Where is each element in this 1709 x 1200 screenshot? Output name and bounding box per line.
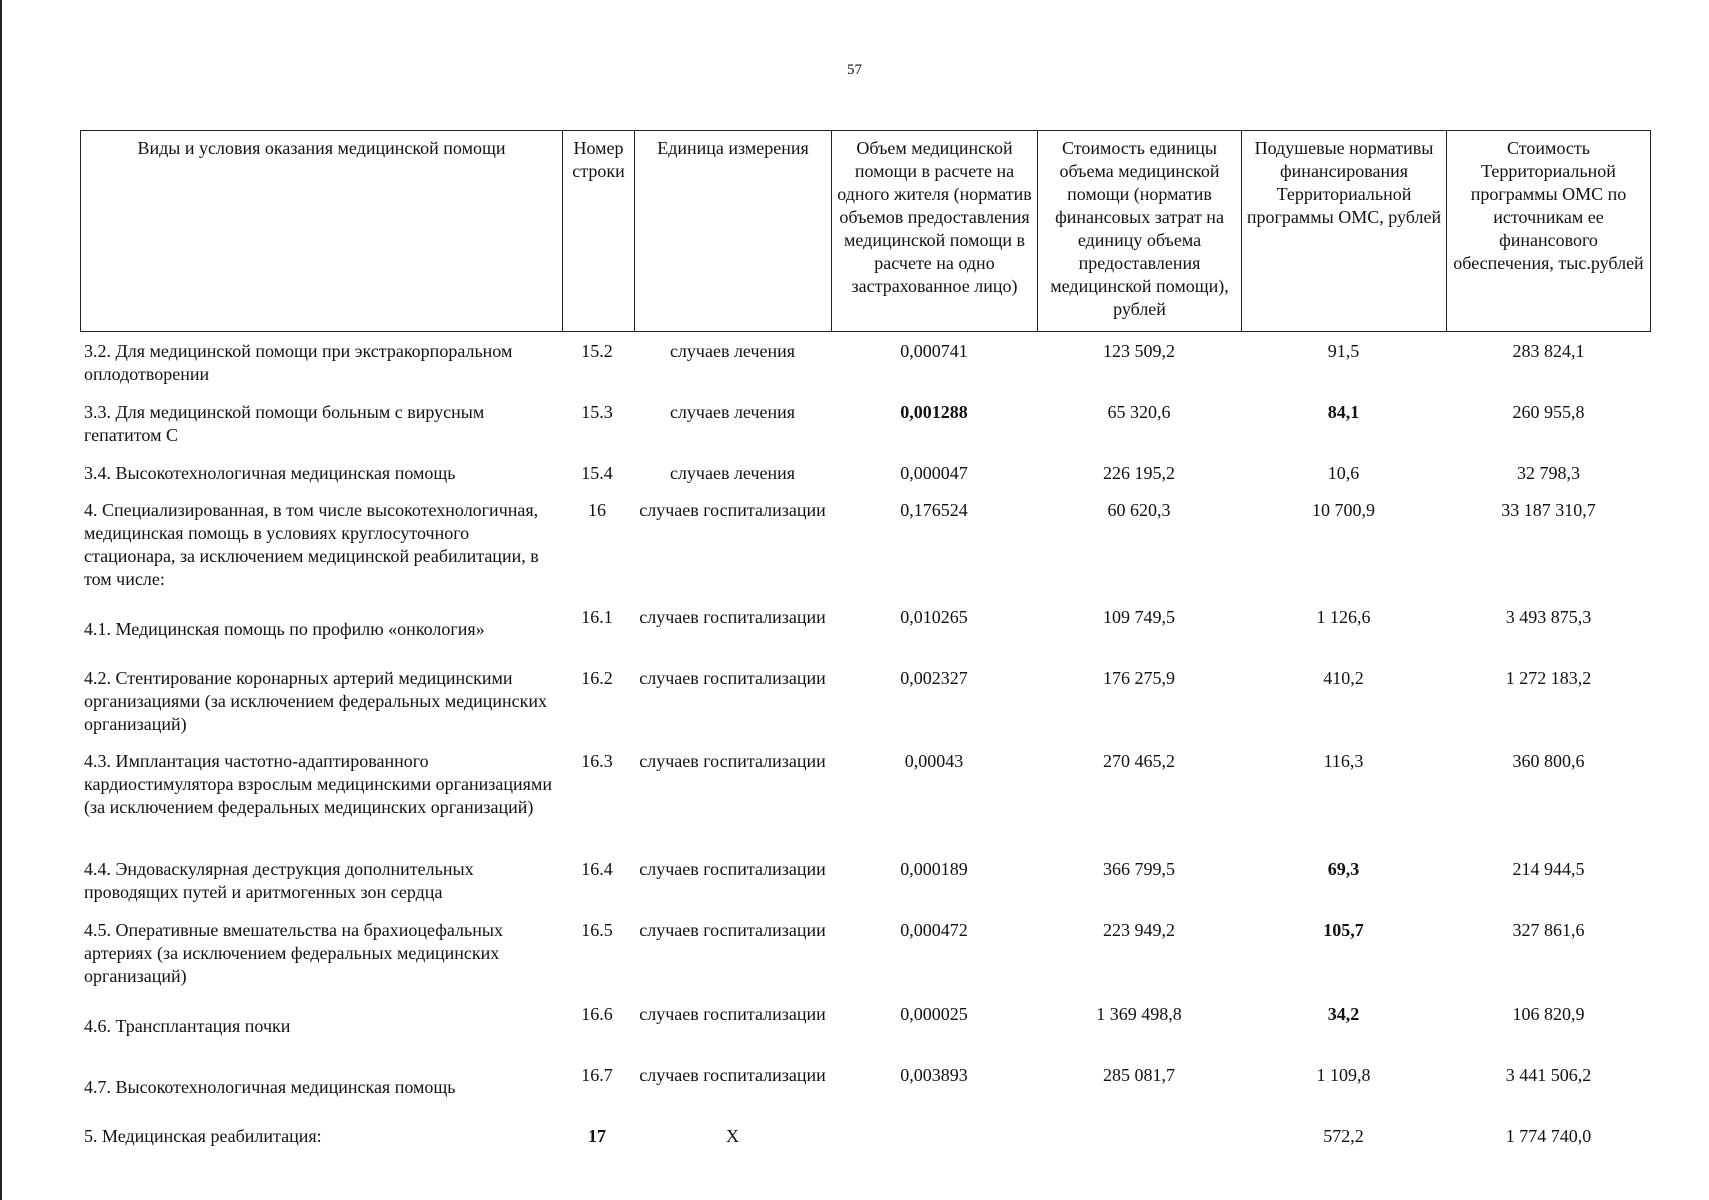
row-per-capita-norm: 69,3 — [1327, 859, 1360, 879]
row-volume: 0,002327 — [900, 668, 968, 688]
row-number: 16.7 — [581, 1065, 613, 1085]
header-row-number: Номер строки — [563, 131, 635, 331]
row-volume: 0,010265 — [900, 607, 968, 627]
row-name: 3.4. Высокотехнологичная медицинская помощь — [84, 463, 456, 483]
row-per-capita-norm: 410,2 — [1323, 668, 1364, 688]
header-unit-cost: Стоимость единицы объема медицинской помощи (норматив финансовых затрат на единицу объема предоставления медицинской помощи), рублей — [1038, 131, 1242, 331]
row-volume: 0,003893 — [900, 1065, 968, 1085]
header-type-of-care: Виды и условия оказания медицинской помощи — [81, 131, 563, 331]
row-number: 15.4 — [581, 463, 613, 483]
row-name: 4.2. Стентирование коронарных артерий медицинскими организациями (за исключением федеральных медицинских организаций) — [84, 668, 548, 734]
row-volume: 0,000189 — [900, 859, 968, 879]
row-program-cost: 260 955,8 — [1512, 402, 1585, 422]
row-number: 16.3 — [581, 751, 613, 771]
page-number: 57 — [847, 62, 862, 78]
row-unit: случаев госпитализации — [639, 859, 826, 879]
row-per-capita-norm: 1 126,6 — [1316, 607, 1371, 627]
row-number: 15.2 — [581, 341, 613, 361]
row-volume: 0,176524 — [900, 500, 968, 520]
row-unit-cost: 176 275,9 — [1103, 668, 1175, 688]
row-unit: случаев лечения — [669, 341, 796, 361]
row-unit-cost: 270 465,2 — [1103, 751, 1175, 771]
row-per-capita-norm: 105,7 — [1323, 920, 1364, 940]
row-unit-cost: 366 799,5 — [1103, 859, 1175, 879]
row-per-capita-norm: 91,5 — [1327, 341, 1360, 361]
row-volume: 0,000741 — [900, 341, 968, 361]
row-per-capita-norm: 572,2 — [1323, 1126, 1364, 1146]
row-unit: случаев госпитализации — [639, 668, 826, 688]
row-unit: случаев лечения — [669, 402, 796, 422]
row-name: 5. Медицинская реабилитация: — [84, 1126, 322, 1146]
row-number: 16.2 — [581, 668, 613, 688]
row-program-cost: 327 861,6 — [1512, 920, 1585, 940]
row-per-capita-norm: 34,2 — [1327, 1004, 1360, 1024]
row-name: 4.1. Медицинская помощь по профилю «онкология» — [84, 619, 485, 639]
row-program-cost: 1 272 183,2 — [1505, 668, 1592, 688]
row-unit: случаев госпитализации — [639, 607, 826, 627]
row-program-cost: 283 824,1 — [1512, 341, 1585, 361]
row-program-cost: 214 944,5 — [1512, 859, 1585, 879]
row-unit: Х — [726, 1126, 739, 1146]
row-name: 3.3. Для медицинской помощи больным с вирусным гепатитом С — [84, 402, 485, 445]
row-number: 16.6 — [581, 1004, 613, 1024]
row-per-capita-norm: 84,1 — [1327, 402, 1360, 422]
row-unit-cost: 226 195,2 — [1103, 463, 1175, 483]
row-name: 4.5. Оперативные вмешательства на брахиоцефальных артериях (за исключением федеральных медицинских организаций) — [84, 920, 503, 986]
row-program-cost: 3 493 875,3 — [1505, 607, 1592, 627]
row-unit: случаев госпитализации — [639, 920, 826, 940]
row-unit-cost: 285 081,7 — [1103, 1065, 1175, 1085]
row-name: 4. Специализированная, в том числе высокотехнологичная, медицинская помощь в условиях круглосуточного стационара, за исключением медицинской реабилитации, в том числе: — [84, 500, 539, 589]
header-volume: Объем медицинской помощи в расчете на одного жителя (норматив объемов предоставления медицинской помощи в расчете на одно застрахованное лицо) — [832, 131, 1038, 331]
row-number: 15.3 — [581, 402, 613, 422]
row-unit-cost: 223 949,2 — [1103, 920, 1175, 940]
row-unit: случаев госпитализации — [639, 1004, 826, 1024]
row-program-cost: 32 798,3 — [1517, 463, 1580, 483]
row-program-cost: 360 800,6 — [1512, 751, 1585, 771]
row-name: 4.7. Высокотехнологичная медицинская помощь — [84, 1077, 456, 1097]
row-unit-cost: 65 320,6 — [1107, 402, 1171, 422]
row-name: 4.6. Трансплантация почки — [84, 1016, 291, 1036]
row-volume: 0,000025 — [900, 1004, 968, 1024]
header-per-capita-norm: Подушевые нормативы финансирования Территориальной программы ОМС, рублей — [1242, 131, 1447, 331]
header-unit: Единица измерения — [635, 131, 832, 331]
row-unit-cost: 109 749,5 — [1103, 607, 1175, 627]
row-unit: случаев госпитализации — [639, 500, 826, 520]
row-program-cost: 1 774 740,0 — [1505, 1126, 1592, 1146]
scan-edge — [0, 0, 2, 1200]
row-unit-cost: 60 620,3 — [1107, 500, 1171, 520]
row-unit: случаев лечения — [669, 463, 796, 483]
row-number: 16.5 — [581, 920, 613, 940]
row-unit-cost: 123 509,2 — [1103, 341, 1175, 361]
row-unit: случаев госпитализации — [639, 751, 826, 771]
row-number: 16 — [588, 500, 606, 520]
row-name: 4.4. Эндоваскулярная деструкция дополнительных проводящих путей и аритмогенных зон сердца — [84, 859, 474, 902]
row-volume: 0,000472 — [900, 920, 968, 940]
table-header — [80, 130, 1651, 332]
row-unit: случаев госпитализации — [639, 1065, 826, 1085]
row-per-capita-norm: 1 109,8 — [1316, 1065, 1371, 1085]
row-name: 4.3. Имплантация частотно-адаптированного кардиостимулятора взрослым медицинскими организациями (за исключением федеральных медицинских организаций) — [84, 751, 552, 817]
header-program-cost: Стоимость Территориальной программы ОМС по источникам ее финансового обеспечения, тыс.рублей — [1453, 138, 1644, 273]
row-number: 17 — [588, 1126, 606, 1146]
row-per-capita-norm: 10 700,9 — [1312, 500, 1375, 520]
row-volume: 0,000047 — [900, 463, 968, 483]
row-volume: 0,00043 — [904, 751, 964, 771]
row-program-cost: 3 441 506,2 — [1505, 1065, 1592, 1085]
row-number: 16.4 — [581, 859, 613, 879]
row-per-capita-norm: 10,6 — [1327, 463, 1360, 483]
row-program-cost: 106 820,9 — [1512, 1004, 1585, 1024]
row-name: 3.2. Для медицинской помощи при экстракорпоральном оплодотворении — [84, 341, 513, 384]
row-unit-cost: 1 369 498,8 — [1096, 1004, 1182, 1024]
row-volume: 0,001288 — [900, 402, 968, 422]
row-per-capita-norm: 116,3 — [1323, 751, 1364, 771]
row-number: 16.1 — [581, 607, 613, 627]
row-program-cost: 33 187 310,7 — [1501, 500, 1596, 520]
